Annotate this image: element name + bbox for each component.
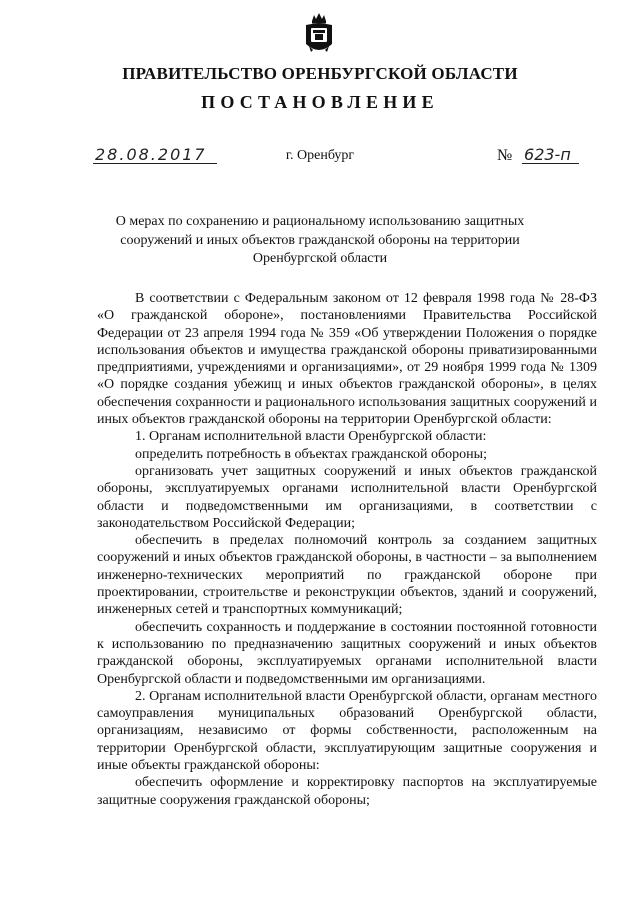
number-sign: № [497,147,513,164]
decree-city: г. Оренбург [285,148,355,163]
paragraph-item-2: 2. Органам исполнительной власти Оренбургской области, органам местного самоуправления муниципальных образований Оренбургской области, организациям, независимо от формы собственности, расположенным на территории Оренбургской области, эксплуатирующим защитные сооружения и иные объекты гражданской обороны: [97,688,597,774]
paragraph: обеспечить сохранность и поддержание в состоянии постоянной готовности к использованию по предназначению защитных сооружений и иных объектов гражданской обороны, эксплуатируемых органами исполнительной власти Оренбургской области и подведомственными им организациями. [97,619,597,687]
paragraph: определить потребность в объектах гражданской обороны; [135,446,487,462]
paragraph: обеспечить оформление и корректировку паспортов на эксплуатируемые защитные сооружения гражданской обороны; [97,775,597,808]
coat-of-arms-icon [303,12,335,58]
paragraph: организовать учет защитных сооружений и иных объектов гражданской обороны, эксплуатируемых органами исполнительной власти Оренбургской области и подведомственными им организациями, в соответствии с законодательством Российской Федерации; [97,463,597,531]
paragraph-item-1: 1. Органам исполнительной власти Оренбургской области: [135,429,487,445]
paragraph-preamble: В соответствии с Федеральным законом от 12 февраля 1998 года № 28-ФЗ «О гражданской обороне», постановлениями Правительства Российской Федерации от 23 апреля 1994 года № 359 «Об утверждении Положения о порядке использования объектов и имущества гражданской обороны приватизированными предприятиями, учреждениями и организациями», от 29 ноября 1999 года № 1309 «О порядке создания убежищ и иных объектов гражданской обороны», в целях обеспечения сохранности и рационального использования защитных сооружений и иных объектов гражданской обороны на территории Оренбургской области: [97,291,597,428]
decree-date: 28.08.2017 [95,145,207,164]
decree-number-block [497,145,571,165]
decree-body [97,290,597,809]
decree-number: 623-п [524,145,571,164]
paragraph: обеспечить в пределах полномочий контроль за созданием защитных сооружений и иных объектов гражданской обороны, в частности – за выполнением инженерно-технических мероприятий по гражданской обороне при проектировании, строительстве и реконструкции объектов, зданий и сооружений, инженерных сетей и транспортных коммуникаций; [97,533,597,618]
document-type-title: ПОСТАНОВЛЕНИЕ [201,92,439,112]
decree-subject: О мерах по сохранению и рациональному использованию защитных сооружений и иных объектов гражданской обороны на территории Оренбургской области [115,214,525,266]
government-title: ПРАВИТЕЛЬСТВО ОРЕНБУРГСКОЙ ОБЛАСТИ [122,64,518,83]
